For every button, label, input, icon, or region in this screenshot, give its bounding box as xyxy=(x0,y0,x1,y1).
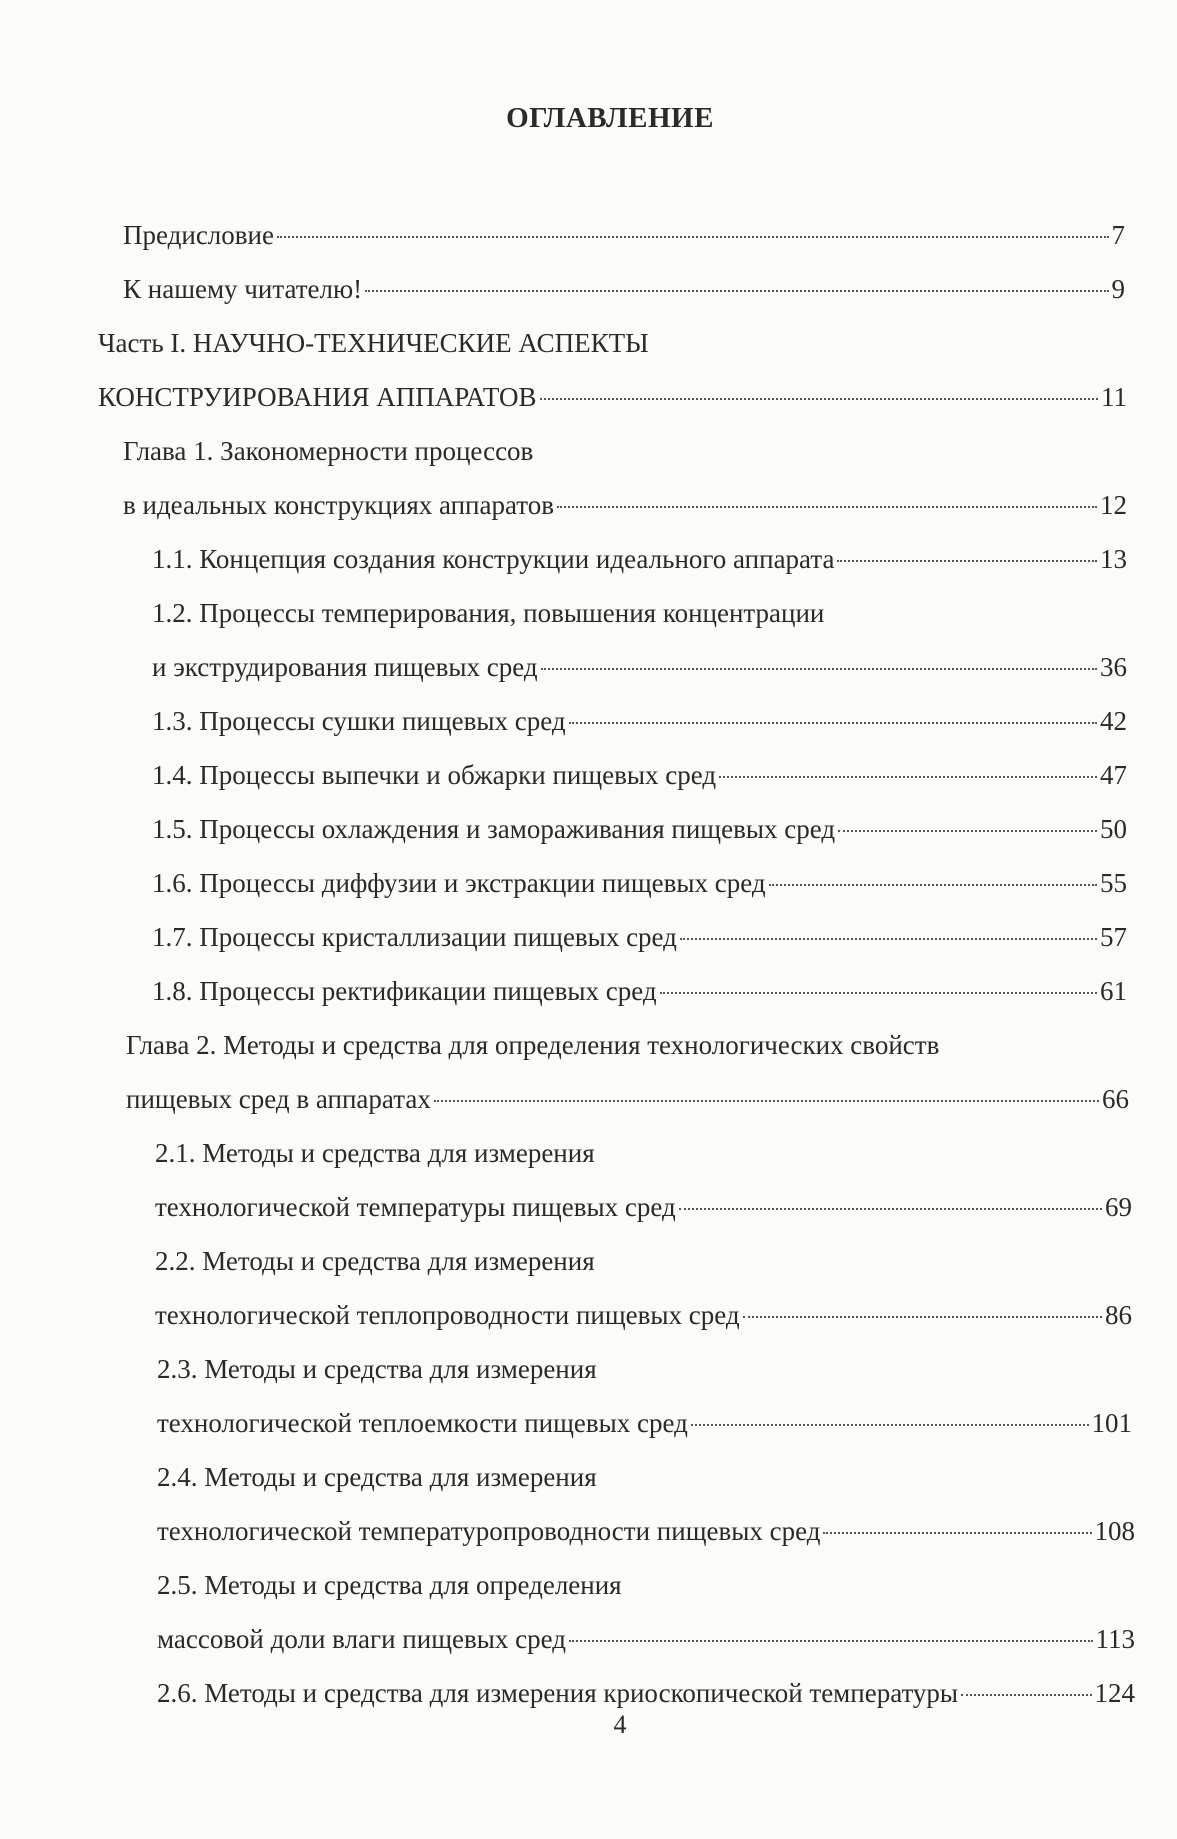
toc-leader-dots xyxy=(680,937,1097,940)
toc-leader-dots xyxy=(569,721,1097,724)
toc-entry-text: Глава 2. Методы и средства для определения технологических свойств xyxy=(126,1030,940,1060)
toc-entry[interactable] xyxy=(0,1558,1177,1612)
toc-entry-page: 69 xyxy=(1105,1192,1132,1222)
toc-leader-dots xyxy=(719,775,1097,778)
toc-leader-dots xyxy=(540,397,1098,400)
toc-entry-text: Глава 1. Закономерности процессов xyxy=(123,436,534,466)
toc-entry-page: 57 xyxy=(1100,922,1127,952)
toc-entry[interactable] xyxy=(0,532,1177,586)
toc-entry-page: 108 xyxy=(1094,1516,1135,1546)
toc-entry[interactable] xyxy=(0,910,1177,964)
page-title: ОГЛАВЛЕНИЕ xyxy=(506,102,714,134)
toc-entry[interactable] xyxy=(0,370,1177,424)
toc-leader-dots xyxy=(743,1315,1102,1318)
toc-entry-text: 2.2. Методы и средства для измерения xyxy=(155,1246,595,1276)
toc-entry-text: 1.4. Процессы выпечки и обжарки пищевых сред xyxy=(152,760,717,790)
toc-entry-text: 2.4. Методы и средства для измерения xyxy=(157,1462,597,1492)
toc-entry-text: 2.3. Методы и средства для измерения xyxy=(157,1354,597,1384)
toc-leader-dots xyxy=(557,505,1097,508)
toc-leader-dots xyxy=(837,559,1097,562)
toc-entry[interactable] xyxy=(0,1396,1177,1450)
toc-entry[interactable] xyxy=(0,640,1177,694)
toc-entry-text: 1.7. Процессы кристаллизации пищевых сред xyxy=(152,922,677,952)
toc-entry-text: К нашему читателю! xyxy=(123,274,363,304)
toc-entry[interactable] xyxy=(0,1504,1177,1558)
toc-entry-text: Предисловие xyxy=(123,220,274,250)
toc-entry-text: Часть I. НАУЧНО-ТЕХНИЧЕСКИЕ АСПЕКТЫ xyxy=(98,328,649,358)
toc-entry-page: 13 xyxy=(1100,544,1127,574)
toc-entry-text: 1.2. Процессы темперирования, повышения концентрации xyxy=(152,598,825,628)
toc-entry[interactable] xyxy=(0,586,1177,640)
toc-entry-page: 124 xyxy=(1094,1678,1135,1708)
toc-leader-dots xyxy=(660,991,1097,994)
toc-entry[interactable] xyxy=(0,1072,1177,1126)
toc-entry-page: 9 xyxy=(1111,274,1125,304)
toc-leader-dots xyxy=(365,289,1108,292)
toc-entry-page: 61 xyxy=(1100,976,1127,1006)
toc-leader-dots xyxy=(434,1099,1099,1102)
table-of-contents xyxy=(0,208,1177,1720)
toc-entry[interactable] xyxy=(0,802,1177,856)
toc-entry-page: 7 xyxy=(1111,220,1125,250)
toc-leader-dots xyxy=(769,883,1097,886)
toc-entry-page: 47 xyxy=(1100,760,1127,790)
toc-entry-text: 1.6. Процессы диффузии и экстракции пищевых сред xyxy=(152,868,766,898)
toc-entry-text: 1.5. Процессы охлаждения и замораживания пищевых сред xyxy=(152,814,836,844)
toc-entry[interactable] xyxy=(0,1450,1177,1504)
toc-entry[interactable] xyxy=(0,424,1177,478)
toc-entry[interactable] xyxy=(0,1612,1177,1666)
toc-entry-text: 1.1. Концепция создания конструкции идеального аппарата xyxy=(152,544,835,574)
toc-entry[interactable] xyxy=(0,856,1177,910)
toc-leader-dots xyxy=(541,667,1097,670)
toc-entry[interactable] xyxy=(0,964,1177,1018)
toc-entry[interactable] xyxy=(0,262,1177,316)
toc-leader-dots xyxy=(823,1531,1091,1534)
toc-entry-text: массовой доли влаги пищевых сред xyxy=(157,1624,566,1654)
toc-entry[interactable] xyxy=(0,1342,1177,1396)
toc-entry-text: и экструдирования пищевых сред xyxy=(152,652,538,682)
toc-entry-text: технологической теплопроводности пищевых сред xyxy=(155,1300,740,1330)
toc-entry-text: пищевых сред в аппаратах xyxy=(126,1084,431,1114)
toc-entry-text: 1.8. Процессы ректификации пищевых сред xyxy=(152,976,657,1006)
toc-entry-page: 12 xyxy=(1100,490,1127,520)
toc-entry[interactable] xyxy=(0,1126,1177,1180)
toc-entry-text: 1.3. Процессы сушки пищевых сред xyxy=(152,706,566,736)
toc-leader-dots xyxy=(679,1207,1102,1210)
toc-entry-page: 50 xyxy=(1100,814,1127,844)
toc-entry-text: технологической температуропроводности пищевых сред xyxy=(157,1516,821,1546)
toc-entry-text: КОНСТРУИРОВАНИЯ АППАРАТОВ xyxy=(98,382,537,412)
toc-entry[interactable] xyxy=(0,1288,1177,1342)
toc-entry[interactable] xyxy=(0,208,1177,262)
toc-entry-page: 101 xyxy=(1091,1408,1132,1438)
toc-entry[interactable] xyxy=(0,478,1177,532)
toc-entry-text: 2.5. Методы и средства для определения xyxy=(157,1570,622,1600)
toc-leader-dots xyxy=(961,1693,1091,1696)
toc-entry-page: 42 xyxy=(1100,706,1127,736)
toc-entry-text: технологической теплоемкости пищевых сред xyxy=(157,1408,688,1438)
toc-entry[interactable] xyxy=(0,694,1177,748)
toc-entry-text: в идеальных конструкциях аппаратов xyxy=(123,490,554,520)
toc-entry[interactable] xyxy=(0,1180,1177,1234)
toc-entry-page: 11 xyxy=(1101,382,1127,412)
toc-entry-page: 55 xyxy=(1100,868,1127,898)
toc-leader-dots xyxy=(277,235,1109,238)
toc-leader-dots xyxy=(691,1423,1089,1426)
toc-leader-dots xyxy=(569,1639,1093,1642)
toc-entry-text: 2.6. Методы и средства для измерения криоскопической температуры xyxy=(157,1678,959,1708)
toc-entry[interactable] xyxy=(0,1234,1177,1288)
toc-entry-page: 86 xyxy=(1105,1300,1132,1330)
toc-entry-page: 36 xyxy=(1100,652,1127,682)
toc-entry-text: технологической температуры пищевых сред xyxy=(155,1192,676,1222)
toc-entry[interactable] xyxy=(0,316,1177,370)
toc-entry-text: 2.1. Методы и средства для измерения xyxy=(155,1138,595,1168)
toc-entry[interactable] xyxy=(0,1018,1177,1072)
toc-leader-dots xyxy=(838,829,1097,832)
toc-entry-page: 113 xyxy=(1095,1624,1135,1654)
toc-entry[interactable] xyxy=(0,748,1177,802)
toc-entry-page: 66 xyxy=(1102,1084,1129,1114)
page-number: 4 xyxy=(613,1710,627,1739)
